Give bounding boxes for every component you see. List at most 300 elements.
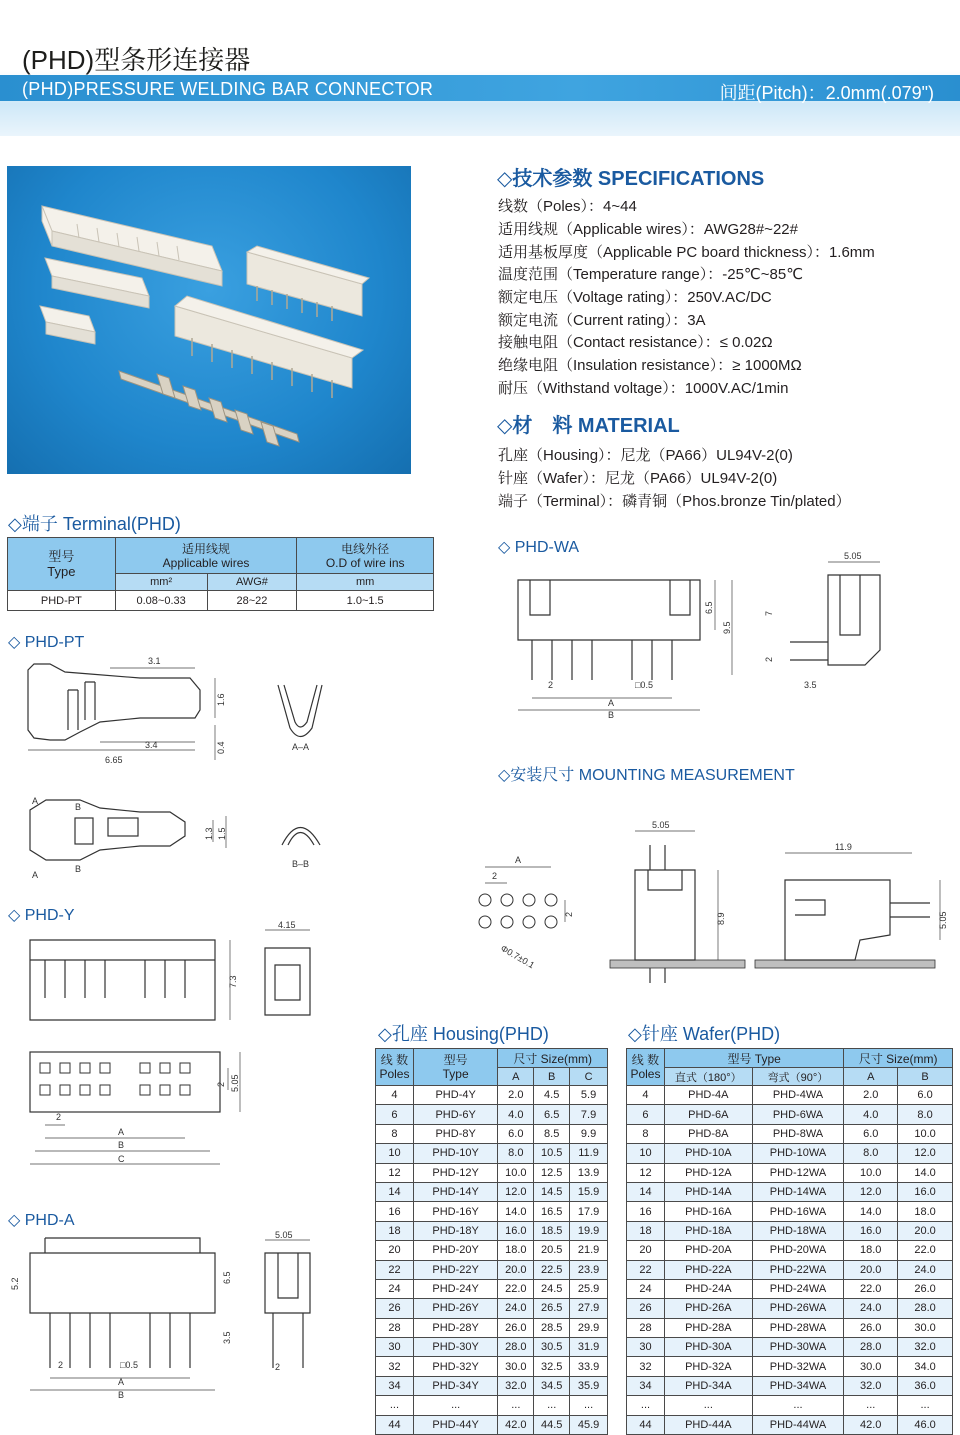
table-cell: 34.0 [898,1357,953,1376]
dim-label: 2 [564,911,574,917]
dim-label: 5.05 [938,911,948,929]
table-row [376,1163,608,1182]
dim-label: B [118,1390,125,1400]
table-cell: 28.0 [898,1299,953,1318]
housing-col-a: A [498,1068,534,1086]
material-housing: 孔座（Housing）：尼龙（PA66）UL94V-2(0) [498,447,793,464]
wafer-col-right: 弯式（90°） [752,1068,844,1086]
table-cell: 16.5 [534,1202,570,1221]
table-cell: 33.9 [570,1357,608,1376]
dim-label: 4.15 [278,920,296,930]
table-row [627,1318,953,1337]
dim-label: □0.5 [120,1360,138,1370]
table-row [376,1124,608,1143]
table-cell: ... [664,1396,752,1415]
table-row [376,1376,608,1395]
dim-label: 1.6 [216,693,226,706]
dim-label: C [118,1154,125,1164]
table-cell: 18.0 [498,1241,534,1260]
table-cell: PHD-10A [664,1144,752,1163]
table-cell: 12.0 [844,1182,898,1201]
table-cell: 28~22 [207,591,297,611]
table-cell: 6.0 [898,1086,953,1105]
table-row [376,1202,608,1221]
table-cell: 24.5 [534,1279,570,1298]
table-cell: PHD-16WA [752,1202,844,1221]
table-cell: 14.0 [498,1202,534,1221]
table-row [627,1241,953,1260]
dim-label: B–B [292,859,310,869]
spec-wires: 适用线规（Applicable wires）：AWG28#~22# [498,221,798,238]
table-cell: 12.0 [898,1144,953,1163]
table-cell: 16.0 [844,1221,898,1240]
dim-label: 5.05 [230,1074,240,1092]
table-cell: 4.0 [844,1105,898,1124]
dim-label: 2 [56,1112,62,1122]
table-cell: ... [570,1396,608,1415]
table-row [627,1338,953,1357]
table-cell: 14.5 [534,1182,570,1201]
dim-label: 6.5 [222,1271,232,1284]
dim-label: 2 [492,871,498,881]
dim-label: A [118,1377,125,1387]
table-cell: 25.9 [570,1279,608,1298]
table-cell: 30.0 [898,1318,953,1337]
table-cell: PHD-20Y [413,1241,497,1260]
dim-label: 7.3 [228,975,238,988]
table-cell: 8 [627,1124,665,1143]
table-cell: 6.0 [844,1124,898,1143]
table-row [627,1086,953,1105]
spec-poles: 线数（Poles）：4~44 [498,198,637,215]
table-cell: 31.9 [570,1338,608,1357]
dim-label: 3.5 [804,680,817,690]
spec-insulation: 绝缘电阻（Insulation resistance）：≥ 1000MΩ [498,357,802,374]
table-cell: 8 [376,1124,414,1143]
dim-label: 2 [216,1081,226,1087]
terminal-table [7,537,434,611]
housing-table [375,1048,608,1435]
table-cell: PHD-28Y [413,1318,497,1337]
dim-label: Φ0.7±0.1 [499,943,537,971]
table-cell: 6 [376,1105,414,1124]
dim-label: 6.65 [105,755,123,765]
table-cell: 10.5 [534,1144,570,1163]
housing-title: ◇孔座 Housing(PHD) [378,1024,549,1044]
table-cell: 16.0 [498,1221,534,1240]
table-cell: 4 [376,1086,414,1105]
table-cell: 28.0 [498,1338,534,1357]
table-cell: PHD-26WA [752,1299,844,1318]
table-cell: PHD-44A [664,1415,752,1434]
table-cell: 2.0 [844,1086,898,1105]
housing-col-c: C [570,1068,608,1086]
dim-label: 5.05 [275,1230,293,1240]
table-row [627,1396,953,1415]
table-row [627,1221,953,1240]
table-cell: 10 [627,1144,665,1163]
table-cell: 8.0 [498,1144,534,1163]
table-cell: 16 [376,1202,414,1221]
table-cell: 24.0 [498,1299,534,1318]
table-cell: 16 [627,1202,665,1221]
table-row [376,1318,608,1337]
table-cell: 16.0 [898,1182,953,1201]
table-cell: 26 [376,1299,414,1318]
table-cell: ... [413,1396,497,1415]
wafer-title: ◇针座 Wafer(PHD) [628,1024,781,1044]
material-title: ◇材 料 MATERIAL [497,415,680,437]
table-row [627,1260,953,1279]
table-cell: PHD-16Y [413,1202,497,1221]
dim-label: 7 [764,610,774,616]
table-cell: 22 [376,1260,414,1279]
table-cell: PHD-10WA [752,1144,844,1163]
spec-withstand: 耐压（Withstand voltage）：1000V.AC/1min [498,380,789,397]
phd-a-label: ◇ PHD-A [8,1212,75,1229]
table-cell: 26.0 [498,1318,534,1337]
dim-label: 3.5 [222,1331,232,1344]
table-cell: 18 [627,1221,665,1240]
dim-label: 1.5 [217,827,227,840]
table-cell: 24 [627,1279,665,1298]
table-cell: 26 [627,1299,665,1318]
table-cell: ... [376,1396,414,1415]
dim-label: 9.5 [722,621,732,634]
mounting-drawing [460,815,955,995]
table-cell: PHD-26Y [413,1299,497,1318]
table-cell: PHD-8WA [752,1124,844,1143]
table-cell: 36.0 [898,1376,953,1395]
terminal-title: ◇端子 Terminal(PHD) [8,514,181,534]
table-cell: 2.0 [498,1086,534,1105]
table-cell: PHD-6Y [413,1105,497,1124]
dim-label: 3.1 [148,656,161,666]
wafer-col-straight: 直式（180°） [664,1068,752,1086]
table-cell: 18 [376,1221,414,1240]
dim-label: 11.9 [835,842,852,852]
dim-label: B [75,864,82,874]
table-cell: 28.5 [534,1318,570,1337]
table-cell: 35.9 [570,1376,608,1395]
table-cell: PHD-28A [664,1318,752,1337]
dim-label: 2 [764,656,774,662]
table-cell: 12 [627,1163,665,1182]
wafer-col-a: A [844,1068,898,1086]
table-cell: PHD-4A [664,1086,752,1105]
table-cell: 21.9 [570,1241,608,1260]
table-cell: PHD-34A [664,1376,752,1395]
table-cell: 28 [627,1318,665,1337]
table-cell: PHD-34WA [752,1376,844,1395]
dim-label: 2 [58,1360,64,1370]
table-cell: PHD-18WA [752,1221,844,1240]
table-cell: 13.9 [570,1163,608,1182]
table-row [627,1299,953,1318]
table-row [627,1415,953,1434]
table-cell: PHD-24Y [413,1279,497,1298]
spec-pcb: 适用基板厚度（Applicable PC board thickness）：1.6mm [498,244,875,261]
table-cell: PHD-4WA [752,1086,844,1105]
table-row [627,1357,953,1376]
table-row [376,1357,608,1376]
table-cell: 20 [627,1241,665,1260]
connector-illustration [7,166,411,474]
mounting-label: ◇安装尺寸 MOUNTING MEASUREMENT [498,767,795,784]
spec-contact: 接触电阻（Contact resistance）：≤ 0.02Ω [498,334,773,351]
table-row [627,1279,953,1298]
table-cell: PHD-30Y [413,1338,497,1357]
table-cell: 26.5 [534,1299,570,1318]
table-cell: 18.0 [898,1202,953,1221]
table-cell: 10.0 [498,1163,534,1182]
table-cell: 32.0 [898,1338,953,1357]
table-cell: 23.9 [570,1260,608,1279]
table-cell: 46.0 [898,1415,953,1434]
table-row [376,1086,608,1105]
table-cell: 1.0~1.5 [297,591,434,611]
table-cell: PHD-22WA [752,1260,844,1279]
table-cell: 8.0 [898,1105,953,1124]
terminal-col-od: 电线外径 O.D of wire ins [297,538,434,574]
dim-label: 8.9 [716,912,726,925]
table-cell: 22.0 [898,1241,953,1260]
table-cell: ... [627,1396,665,1415]
table-cell: 20.0 [498,1260,534,1279]
table-cell: PHD-14Y [413,1182,497,1201]
dim-label: 0.4 [216,741,226,754]
table-cell: 34.5 [534,1376,570,1395]
table-cell: ... [498,1396,534,1415]
table-cell: 30 [376,1338,414,1357]
table-cell: 26.0 [844,1318,898,1337]
table-cell: PHD-32A [664,1357,752,1376]
wafer-col-size: 尺寸 Size(mm) [844,1049,953,1068]
table-cell: 14.0 [844,1202,898,1221]
table-cell: PHD-32Y [413,1357,497,1376]
table-cell: 42.0 [498,1415,534,1434]
table-cell: PHD-18Y [413,1221,497,1240]
table-cell: 22.0 [498,1279,534,1298]
dim-label: □0.5 [635,680,653,690]
table-cell: PHD-16A [664,1202,752,1221]
table-cell: 19.9 [570,1221,608,1240]
table-cell: 14.0 [898,1163,953,1182]
table-cell: PHD-12WA [752,1163,844,1182]
table-cell: 12.5 [534,1163,570,1182]
table-cell: PHD-4Y [413,1086,497,1105]
spec-temp: 温度范围（Temperature range）：-25℃~85℃ [498,266,804,283]
table-cell: PHD-6A [664,1105,752,1124]
table-cell: 26.0 [898,1279,953,1298]
table-cell: PHD-18A [664,1221,752,1240]
table-cell: PHD-28WA [752,1318,844,1337]
phd-pt-label: ◇ PHD-PT [8,634,85,651]
table-row [376,1396,608,1415]
dim-label: 6.5 [704,601,714,614]
table-cell: PHD-PT [8,591,116,611]
dim-label: A [608,698,615,708]
wafer-straight-drawing [10,1228,350,1408]
table-cell: 4 [627,1086,665,1105]
table-cell: PHD-32WA [752,1357,844,1376]
table-cell: PHD-8A [664,1124,752,1143]
table-cell: 34 [627,1376,665,1395]
housing-col-size: 尺寸 Size(mm) [498,1049,608,1068]
dim-label: 1.3 [204,827,214,840]
table-cell: 4.0 [498,1105,534,1124]
table-cell: ... [844,1396,898,1415]
dim-label: 2 [548,680,554,690]
table-cell: 14 [376,1182,414,1201]
dim-label: A [515,855,522,865]
table-cell: 22.0 [844,1279,898,1298]
table-cell: PHD-44Y [413,1415,497,1434]
table-cell: 32.5 [534,1357,570,1376]
subtitle: (PHD)PRESSURE WELDING BAR CONNECTOR [22,79,434,99]
table-cell: 6.0 [498,1124,534,1143]
table-row [376,1221,608,1240]
table-row [376,1338,608,1357]
dim-label: B [75,802,82,812]
table-cell: PHD-22A [664,1260,752,1279]
table-cell: PHD-24WA [752,1279,844,1298]
table-cell: 30.5 [534,1338,570,1357]
pitch-label: 间距(Pitch)：2.0mm(.079") [719,83,934,103]
table-row [627,1124,953,1143]
wafer-col-poles: 线 数 Poles [627,1049,665,1086]
table-cell: PHD-10Y [413,1144,497,1163]
table-cell: 7.9 [570,1105,608,1124]
housing-drawing [20,920,350,1170]
table-row [376,1105,608,1124]
table-row [376,1182,608,1201]
table-cell: 4.5 [534,1086,570,1105]
table-cell: PHD-24A [664,1279,752,1298]
table-cell: 32 [376,1357,414,1376]
table-row [627,1376,953,1395]
table-cell: 20.0 [898,1221,953,1240]
table-cell: PHD-20WA [752,1241,844,1260]
table-row [627,1105,953,1124]
housing-col-poles: 线 数 Poles [376,1049,414,1086]
dim-label: 2 [275,1362,281,1372]
table-row [376,1241,608,1260]
spec-current: 额定电流（Current rating）：3A [498,312,706,329]
wafer-col-type: 型号 Type [664,1049,843,1068]
table-cell: 45.9 [570,1415,608,1434]
table-cell: 44.5 [534,1415,570,1434]
dim-label: A [32,870,39,880]
table-row [376,1279,608,1298]
terminal-col-wires: 适用线规 Applicable wires [115,538,297,574]
table-cell: 14 [627,1182,665,1201]
table-cell: 20.0 [844,1260,898,1279]
wafer-right-drawing [510,550,950,725]
table-cell: 20 [376,1241,414,1260]
terminal-drawing [20,650,340,880]
table-cell: 24.0 [898,1260,953,1279]
table-cell: 18.5 [534,1221,570,1240]
table-cell: 44 [627,1415,665,1434]
terminal-sub-mm2: mm² [115,574,207,591]
wafer-table [626,1048,953,1435]
table-cell: 42.0 [844,1415,898,1434]
housing-col-b: B [534,1068,570,1086]
table-cell: ... [898,1396,953,1415]
table-cell: 34 [376,1376,414,1395]
table-cell: 30 [627,1338,665,1357]
dim-label: 3.4 [145,740,158,750]
table-cell: PHD-30WA [752,1338,844,1357]
table-cell: 44 [376,1415,414,1434]
table-cell: 15.9 [570,1182,608,1201]
table-cell: 30.0 [844,1357,898,1376]
dim-label: 5.05 [844,551,862,561]
table-cell: PHD-12A [664,1163,752,1182]
dim-label: 5.2 [10,1277,20,1290]
table-row [627,1163,953,1182]
dim-label: B [118,1140,125,1150]
dim-label: A [32,796,39,806]
table-cell: PHD-12Y [413,1163,497,1182]
wafer-col-b: B [898,1068,953,1086]
table-cell: 6 [627,1105,665,1124]
dim-label: 5.05 [652,820,670,830]
table-row [8,591,434,611]
dim-label: A–A [292,742,310,752]
table-cell: 8.5 [534,1124,570,1143]
table-cell: 10.0 [844,1163,898,1182]
table-cell: PHD-22Y [413,1260,497,1279]
table-cell: 5.9 [570,1086,608,1105]
table-cell: ... [534,1396,570,1415]
table-cell: 22 [627,1260,665,1279]
terminal-sub-mm: mm [297,574,434,591]
table-cell: 32.0 [844,1376,898,1395]
phd-wa-label: ◇ PHD-WA [498,539,580,556]
table-cell: 30.0 [498,1357,534,1376]
material-terminal: 端子（Terminal）：磷青铜（Phos.bronze Tin/plated） [498,493,851,510]
housing-col-type: 型号 Type [413,1049,497,1086]
table-cell: 29.9 [570,1318,608,1337]
table-cell: 32 [627,1357,665,1376]
table-row [627,1182,953,1201]
table-row [376,1260,608,1279]
table-cell: PHD-20A [664,1241,752,1260]
table-cell: 10 [376,1144,414,1163]
material-wafer: 针座（Wafer）：尼龙（PA66）UL94V-2(0) [498,470,778,487]
terminal-sub-awg: AWG# [207,574,297,591]
dim-label: B [608,710,615,720]
table-cell: 28 [376,1318,414,1337]
table-cell: PHD-8Y [413,1124,497,1143]
table-cell: 27.9 [570,1299,608,1318]
table-cell: PHD-14A [664,1182,752,1201]
table-cell: 8.0 [844,1144,898,1163]
table-cell: PHD-6WA [752,1105,844,1124]
table-cell: 10.0 [898,1124,953,1143]
table-row [627,1202,953,1221]
dim-label: A [118,1127,125,1137]
table-cell: 20.5 [534,1241,570,1260]
table-row [627,1144,953,1163]
page-title: (PHD)型条形连接器 [22,45,251,75]
table-row [376,1299,608,1318]
spec-voltage: 额定电压（Voltage rating）：250V.AC/DC [498,289,772,306]
table-cell: PHD-34Y [413,1376,497,1395]
specs-title: ◇技术参数 SPECIFICATIONS [497,168,765,190]
